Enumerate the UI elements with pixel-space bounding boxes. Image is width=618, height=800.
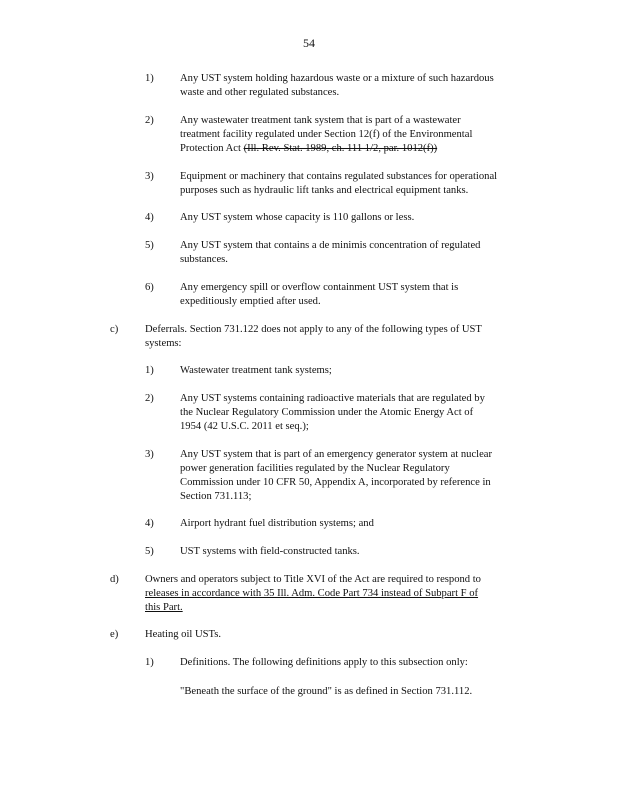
list-item: Any wastewater treatment tank system that is part of a wastewater treatment facility regulated under Section 12(f) of the Environmental Protection Act (Ill. Rev. Stat. 1989, ch. 111 1/2, par. 1012(f)): [180, 115, 473, 154]
list-item: UST systems with field-constructed tanks.: [180, 546, 360, 557]
list-item: Wastewater treatment tank systems;: [180, 365, 332, 376]
list-item: Any UST system that is part of an emergency generator system at nuclear power generation facilities regulated by the Nuclear Regulatory Commission under 10 CFR 50, Appendix A, incorporated by reference in Section 731.113;: [180, 449, 493, 502]
inserted-text: this Part.: [145, 602, 183, 613]
list-item: Any UST system holding hazardous waste or a mixture of such hazardous waste and other regulated substances.: [180, 73, 494, 98]
definition-paragraph: "Beneath the surface of the ground" is as defined in Section 731.112.: [180, 686, 473, 697]
page-number: 54: [303, 36, 315, 50]
section-paragraph: Owners and operators subject to Title XVI of the Act are required to respond to releases in accordance with 35 Ill. Adm. Code Part 734 instead of Subpart F of this Part.: [145, 573, 540, 615]
list-item-number: 2): [145, 115, 154, 126]
list-item-number: 5): [145, 240, 154, 251]
list-item-number: 3): [145, 171, 154, 182]
list-item-number: 6): [145, 282, 154, 293]
section-heading: Heating oil USTs.: [145, 629, 222, 640]
list-item: Equipment or machinery that contains regulated substances for operational purposes such as hydraulic lift tanks and electrical equipment tanks.: [180, 171, 498, 196]
list-item-number: 1): [145, 365, 154, 376]
list-item: Airport hydrant fuel distribution systems; and: [180, 518, 374, 529]
list-item-number: 1): [145, 657, 154, 668]
list-item-number: 5): [145, 546, 154, 557]
list-item-number: 3): [145, 449, 154, 460]
list-item-number: 4): [145, 518, 154, 529]
section-letter: e): [110, 629, 119, 640]
list-item: Definitions. The following definitions apply to this subsection only:: [180, 657, 468, 668]
list-item: Any UST system whose capacity is 110 gallons or less.: [180, 212, 415, 223]
inserted-text: releases in accordance with 35 Ill. Adm. Code Part 734 instead of Subpart F of: [145, 588, 479, 599]
list-item: Any UST systems containing radioactive materials that are regulated by the Nuclear Regulatory Commission under the Atomic Energy Act of 1954 (42 U.S.C. 2011 et seq.);: [180, 393, 485, 432]
section-letter: c): [110, 324, 119, 335]
list-item-number: 4): [145, 212, 154, 223]
stricken-citation: (Ill. Rev. Stat. 1989, ch. 111 1/2, par. 1012(f)): [243, 143, 438, 154]
section-letter: d): [110, 574, 119, 585]
list-item-number: 1): [145, 73, 154, 84]
list-item: Any emergency spill or overflow containment UST system that is expeditiously emptied after used.: [180, 282, 459, 307]
section-paragraph: Deferrals. Section 731.122 does not apply to any of the following types of UST systems:: [145, 324, 482, 349]
list-item: Any UST system that contains a de minimis concentration of regulated substances.: [180, 240, 481, 265]
list-item-number: 2): [145, 393, 154, 404]
